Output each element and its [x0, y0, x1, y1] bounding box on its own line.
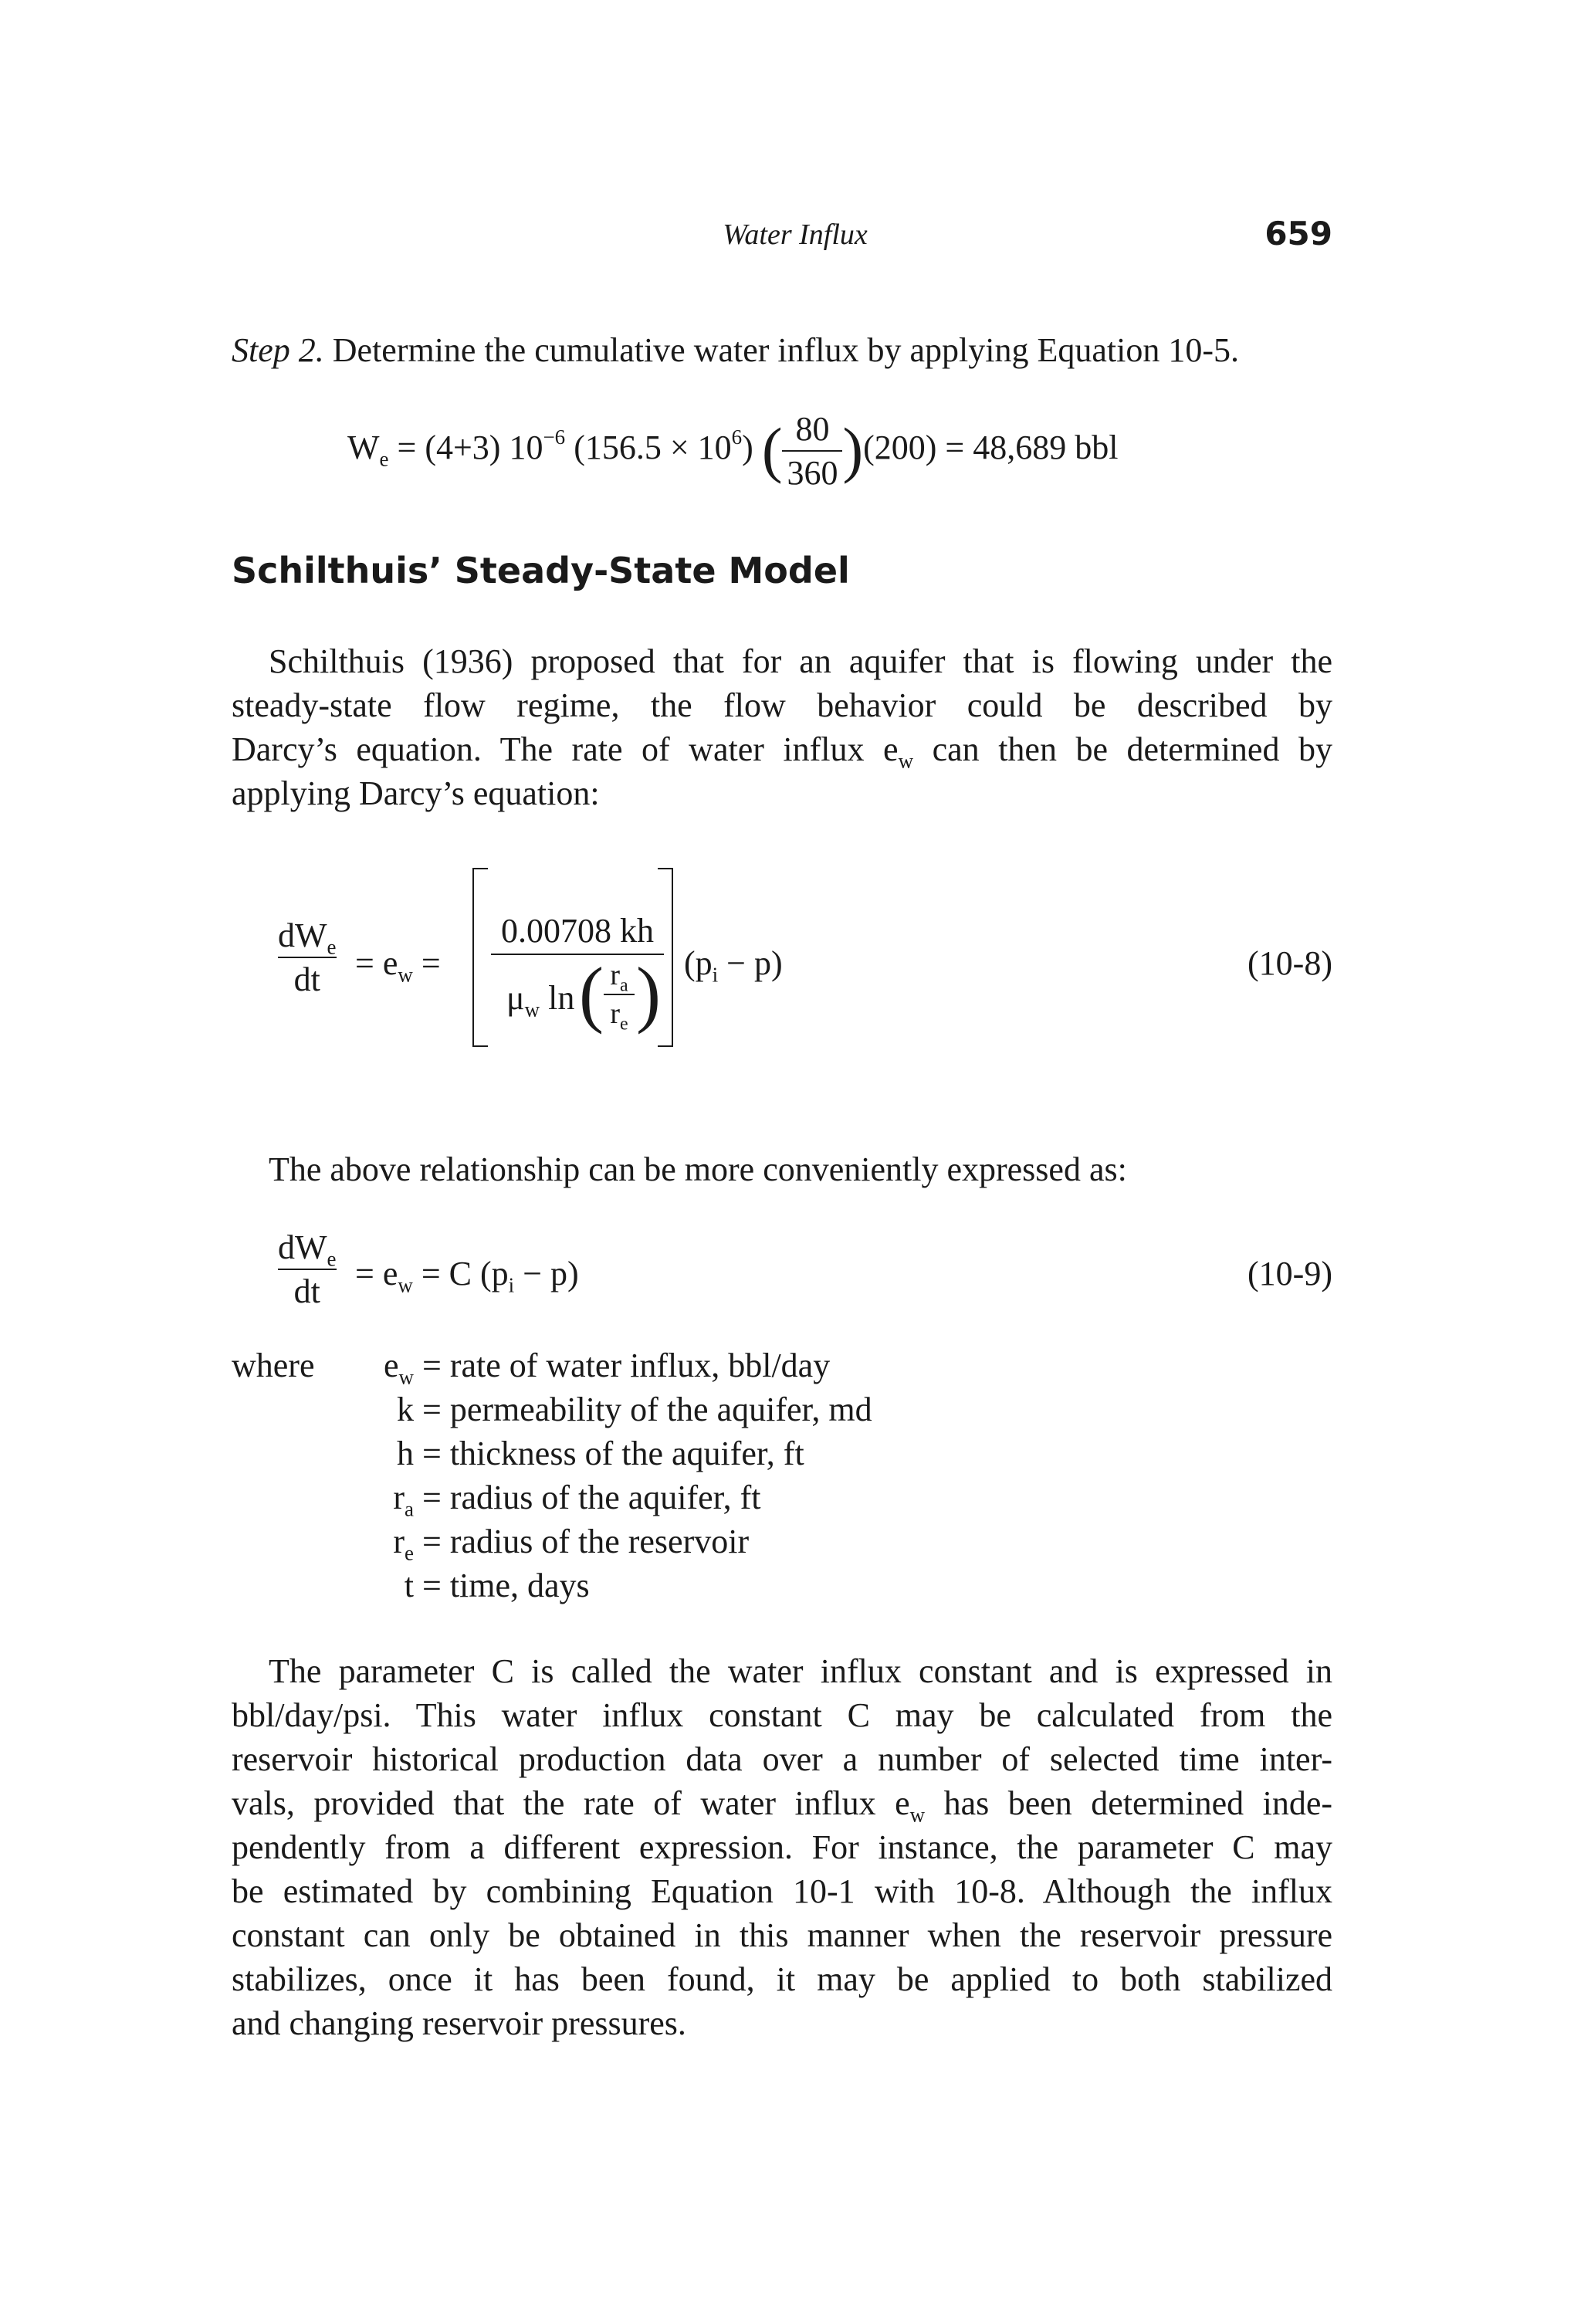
equation-10-8 [232, 872, 1332, 1058]
step2-text: Determine the cumulative water influx by applying Equation 10-5. [323, 331, 1239, 369]
equation-10-9 [232, 1228, 1332, 1328]
paren-right: ) [842, 416, 864, 485]
eq109-ew-sub: w [398, 1273, 413, 1297]
eq108-inner-num: 0.00708 kh [501, 912, 654, 950]
eq109-lhs-den: dt [293, 1272, 320, 1310]
para3-line-3: reservoir historical production data over a number of selected time inter- [232, 1740, 1332, 1778]
eq108-dW: dW [278, 916, 327, 954]
where-sym-1: k [397, 1391, 414, 1428]
eq108-dW-sub: e [327, 935, 337, 959]
section-heading: Schilthuis’ Steady-State Model [232, 550, 850, 591]
eq108-lhs-fraction [278, 916, 337, 999]
eq108-eq: = [412, 944, 441, 982]
where-item-t [344, 1563, 590, 1607]
eq108-ra-sub: a [620, 975, 628, 996]
eq108-lhs-num [278, 916, 337, 959]
eq-step2-part2: (156.5 × 10 [565, 429, 732, 467]
frac-numerator: 80 [795, 410, 830, 448]
para3-line-4-text: vals, provided that the rate of water influx e [232, 1784, 910, 1822]
para1-line-3-sub: w [898, 749, 914, 773]
para1-line-3-text: Darcy’s equation. The rate of water influx e [232, 730, 899, 768]
where-item-re [344, 1519, 749, 1563]
where-item-ew [344, 1343, 830, 1387]
where-def-5: = time, days [414, 1567, 590, 1604]
eq108-ln: ln [540, 979, 575, 1017]
eq109-lhs-num [278, 1228, 337, 1271]
where-def-3: = radius of the aquifer, ft [414, 1479, 761, 1516]
para3-line-4-sub: w [909, 1803, 926, 1827]
where-sub-0: w [398, 1365, 414, 1389]
eq108-inner-fraction [491, 911, 664, 1051]
step2-label: Step 2. [232, 331, 324, 369]
eq108-ra-sym: r [610, 959, 620, 991]
eq109-p-sub: i [508, 1273, 515, 1297]
eq108-mu-sub: w [524, 998, 540, 1021]
eq108-ra-re-fraction [604, 958, 635, 1035]
eq108-re-sub: e [620, 1014, 628, 1035]
para3-line-4 [232, 1781, 1332, 1825]
where-sym-3: r [393, 1479, 405, 1516]
para3-line-9: and changing reservoir pressures. [232, 2004, 686, 2042]
eq108-ra-re-bar [604, 994, 635, 995]
para1-line-3-tail: can then be determined by [913, 730, 1332, 768]
where-sym-2: h [397, 1435, 414, 1472]
where-item-h [344, 1431, 804, 1475]
eq108-mu: μ [506, 979, 525, 1017]
step2-paragraph [232, 328, 1332, 372]
para3-line-7: constant can only be obtained in this manner when the reservoir pressure [232, 1916, 1332, 1954]
where-def-4: = radius of the reservoir [414, 1523, 750, 1560]
eq108-re-sym: r [610, 998, 620, 1030]
eq-step2-exp2: 6 [731, 425, 743, 449]
para3-line-5: pendently from a different expression. For instance, the parameter C may [232, 1828, 1332, 1866]
eq-step2-lhs: W [347, 429, 380, 467]
eq-step2-part4: (200) = 48,689 bbl [863, 429, 1119, 467]
eq108-mid [355, 943, 441, 987]
para3-line-6: be estimated by combining Equation 10-1 with 10-8. Although the influx [232, 1872, 1332, 1910]
frac-denominator: 360 [787, 454, 838, 492]
paren-left: ( [761, 416, 783, 485]
eq109-lhs-fraction [278, 1228, 337, 1311]
where-def-0: = rate of water influx, bbl/day [414, 1347, 831, 1384]
para1-line-1: Schilthuis (1936) proposed that for an aquifer that is flowing under the [269, 642, 1332, 680]
eq-step2-part1: = (4+3) 10 [388, 429, 543, 467]
eq108-ew: = e [355, 944, 398, 982]
eq-step2-lhs-sub: e [379, 447, 389, 471]
eq109-p-end: − p) [514, 1255, 579, 1292]
para3-line-8: stabilizes, once it has been found, it may be applied to both stabilized [232, 1960, 1332, 1998]
eq108-tail [684, 943, 783, 987]
eq108-p-end: − p) [718, 944, 783, 982]
where-def-1: = permeability of the aquifer, md [414, 1391, 872, 1428]
where-sub-3: a [405, 1497, 414, 1521]
page-number: 659 [1264, 215, 1332, 252]
eq108-lhs-den: dt [293, 960, 320, 998]
eq109-ew: = e [355, 1255, 398, 1292]
where-def-2: = thickness of the aquifer, ft [414, 1435, 804, 1472]
para1-line-2: steady-state flow regime, the flow behavior could be described by [232, 686, 1332, 724]
running-title: Water Influx [723, 219, 868, 251]
where-sym-5: t [404, 1567, 414, 1604]
paragraph-1 [232, 639, 1332, 815]
eq108-inner-den [491, 952, 664, 1051]
eq108-p-sub: i [712, 963, 719, 987]
eq-step2-fraction [782, 409, 842, 493]
eq108-number: (10-8) [1248, 944, 1332, 982]
eq-step2-exp1: −6 [543, 425, 566, 449]
eq109-dW: dW [278, 1228, 327, 1266]
para3-line-4-tail: has been determined inde- [925, 1784, 1332, 1822]
eq108-ra [604, 958, 635, 996]
eq108-left-bracket [472, 868, 488, 1047]
para1-line-4: applying Darcy’s equation: [232, 774, 600, 812]
where-sym-4: r [393, 1523, 405, 1560]
para3-line-1: The parameter C is called the water influx constant and is expressed in [269, 1652, 1332, 1690]
eq109-dW-sub: e [327, 1247, 337, 1271]
eq108-ln-paren-left: ( [579, 952, 604, 1035]
eq108-ew-sub: w [398, 963, 413, 987]
eq108-re [604, 997, 635, 1035]
eq109-rhs [355, 1254, 579, 1297]
eq108-mu-ln [506, 978, 575, 1021]
eq108-ln-paren-right: ) [636, 952, 661, 1035]
eq109-number: (10-9) [1248, 1255, 1332, 1292]
para3-line-2: bbl/day/psi. This water influx constant C may be calculated from the [232, 1696, 1332, 1734]
where-label: where [232, 1347, 315, 1384]
where-sub-4: e [405, 1541, 414, 1565]
where-item-ra [344, 1475, 760, 1519]
frac-bar [782, 450, 842, 452]
eq108-p: (p [684, 944, 713, 982]
eq-step2-part3: ) [742, 429, 753, 467]
where-sym-0: e [383, 1347, 399, 1384]
eq109-c: = C (p [412, 1255, 509, 1292]
equation-step2 [347, 409, 1118, 493]
where-item-k [344, 1387, 872, 1431]
para1-line-3 [232, 727, 1332, 771]
paragraph-2: The above relationship can be more conveniently expressed as: [269, 1150, 1127, 1188]
paragraph-3 [232, 1649, 1332, 2045]
